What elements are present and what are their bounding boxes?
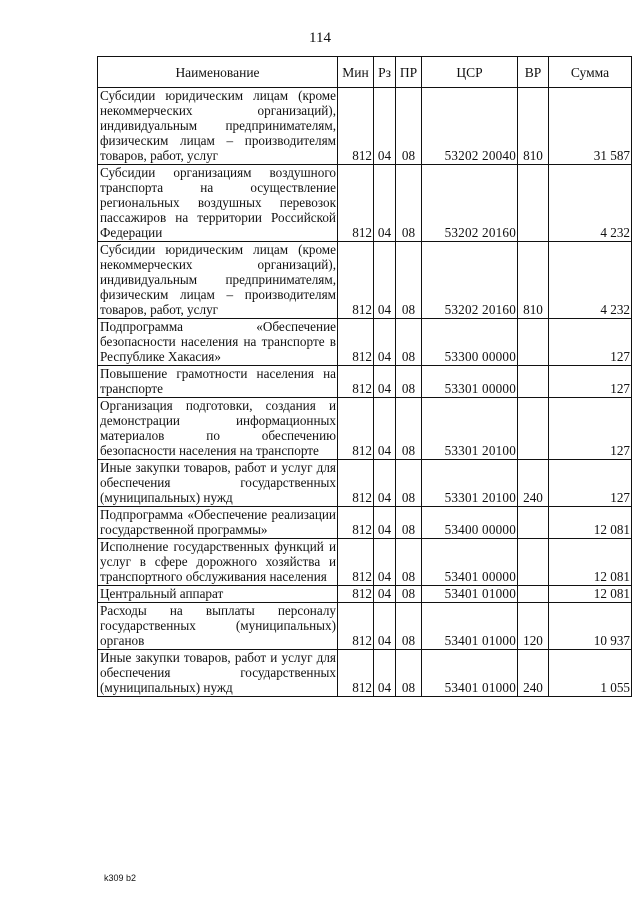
cell-rz: 04 [374,507,396,539]
cell-rz: 04 [374,603,396,650]
cell-csr: 53401 01000 [422,650,518,697]
cell-sum: 127 [549,398,632,460]
table-row [98,319,632,366]
cell-min: 812 [338,507,374,539]
cell-name: Субсидии организациям воздушного транспорта на осуществление региональных воздушных перевозок пассажиров на территории Российской Федерации [98,165,338,242]
cell-pr: 08 [396,242,422,319]
table-row [98,460,632,507]
cell-min: 812 [338,398,374,460]
table-row [98,603,632,650]
cell-min: 812 [338,603,374,650]
cell-csr: 53202 20160 [422,165,518,242]
cell-name: Расходы на выплаты персоналу государственных (муниципальных) органов [98,603,338,650]
cell-name: Субсидии юридическим лицам (кроме некоммерческих организаций), индивидуальным предпринимателям, физическим лицам – производителям товаров, работ, услуг [98,88,338,165]
table-header-row [98,57,632,88]
budget-table [97,56,632,697]
table-row [98,398,632,460]
cell-min: 812 [338,165,374,242]
cell-pr: 08 [396,586,422,603]
cell-csr: 53401 01000 [422,586,518,603]
table-row [98,650,632,697]
cell-rz: 04 [374,460,396,507]
cell-min: 812 [338,539,374,586]
cell-min: 812 [338,319,374,366]
cell-name: Субсидии юридическим лицам (кроме некоммерческих организаций), индивидуальным предпринимателям, физическим лицам – производителям товаров, работ, услуг [98,242,338,319]
cell-sum: 1 055 [549,650,632,697]
cell-sum: 31 587 [549,88,632,165]
header-name: Наименование [98,57,338,88]
cell-csr: 53202 20040 [422,88,518,165]
cell-csr: 53301 20100 [422,460,518,507]
cell-sum: 127 [549,319,632,366]
cell-vr [518,507,549,539]
cell-vr: 240 [518,460,549,507]
footer-code: k309 b2 [104,873,137,883]
cell-min: 812 [338,586,374,603]
cell-csr: 53401 00000 [422,539,518,586]
cell-rz: 04 [374,242,396,319]
cell-min: 812 [338,650,374,697]
cell-name: Центральный аппарат [98,586,338,603]
header-sum: Сумма [549,57,632,88]
cell-pr: 08 [396,366,422,398]
cell-vr [518,319,549,366]
table-row [98,88,632,165]
cell-vr: 120 [518,603,549,650]
cell-rz: 04 [374,165,396,242]
cell-csr: 53202 20160 [422,242,518,319]
cell-name: Иные закупки товаров, работ и услуг для обеспечения государственных (муниципальных) нужд [98,650,338,697]
cell-csr: 53401 01000 [422,603,518,650]
cell-vr: 810 [518,88,549,165]
header-min: Мин [338,57,374,88]
cell-rz: 04 [374,319,396,366]
header-rz: Рз [374,57,396,88]
cell-csr: 53400 00000 [422,507,518,539]
page-number: 114 [309,30,331,46]
cell-rz: 04 [374,586,396,603]
cell-name: Исполнение государственных функций и услуг в сфере дорожного хозяйства и транспортного обслуживания населения [98,539,338,586]
cell-pr: 08 [396,398,422,460]
cell-sum: 127 [549,460,632,507]
cell-min: 812 [338,460,374,507]
cell-rz: 04 [374,88,396,165]
cell-min: 812 [338,242,374,319]
cell-rz: 04 [374,539,396,586]
cell-pr: 08 [396,319,422,366]
cell-sum: 4 232 [549,242,632,319]
cell-vr [518,586,549,603]
cell-csr: 53300 00000 [422,319,518,366]
table-row [98,586,632,603]
cell-vr [518,539,549,586]
cell-vr [518,165,549,242]
cell-csr: 53301 20100 [422,398,518,460]
cell-vr: 240 [518,650,549,697]
cell-rz: 04 [374,398,396,460]
cell-sum: 12 081 [549,539,632,586]
cell-name: Подпрограмма «Обеспечение безопасности населения на транспорте в Республике Хакасия» [98,319,338,366]
cell-sum: 4 232 [549,165,632,242]
cell-pr: 08 [396,88,422,165]
header-pr: ПР [396,57,422,88]
cell-name: Иные закупки товаров, работ и услуг для обеспечения государственных (муниципальных) нужд [98,460,338,507]
cell-vr [518,398,549,460]
cell-pr: 08 [396,603,422,650]
cell-name: Подпрограмма «Обеспечение реализации государственной программы» [98,507,338,539]
table-row [98,539,632,586]
cell-pr: 08 [396,165,422,242]
cell-sum: 12 081 [549,586,632,603]
cell-min: 812 [338,88,374,165]
cell-name: Повышение грамотности населения на транспорте [98,366,338,398]
cell-vr [518,366,549,398]
cell-sum: 10 937 [549,603,632,650]
header-csr: ЦСР [422,57,518,88]
cell-name: Организация подготовки, создания и демонстрации информационных материалов по обеспечению безопасности населения на транспорте [98,398,338,460]
cell-pr: 08 [396,460,422,507]
cell-pr: 08 [396,539,422,586]
table-row [98,165,632,242]
table-row [98,242,632,319]
cell-csr: 53301 00000 [422,366,518,398]
cell-min: 812 [338,366,374,398]
cell-vr: 810 [518,242,549,319]
cell-rz: 04 [374,366,396,398]
table-row [98,366,632,398]
cell-pr: 08 [396,650,422,697]
cell-rz: 04 [374,650,396,697]
cell-pr: 08 [396,507,422,539]
table-row [98,507,632,539]
table-body [98,88,632,697]
header-vr: ВР [518,57,549,88]
cell-sum: 127 [549,366,632,398]
cell-sum: 12 081 [549,507,632,539]
